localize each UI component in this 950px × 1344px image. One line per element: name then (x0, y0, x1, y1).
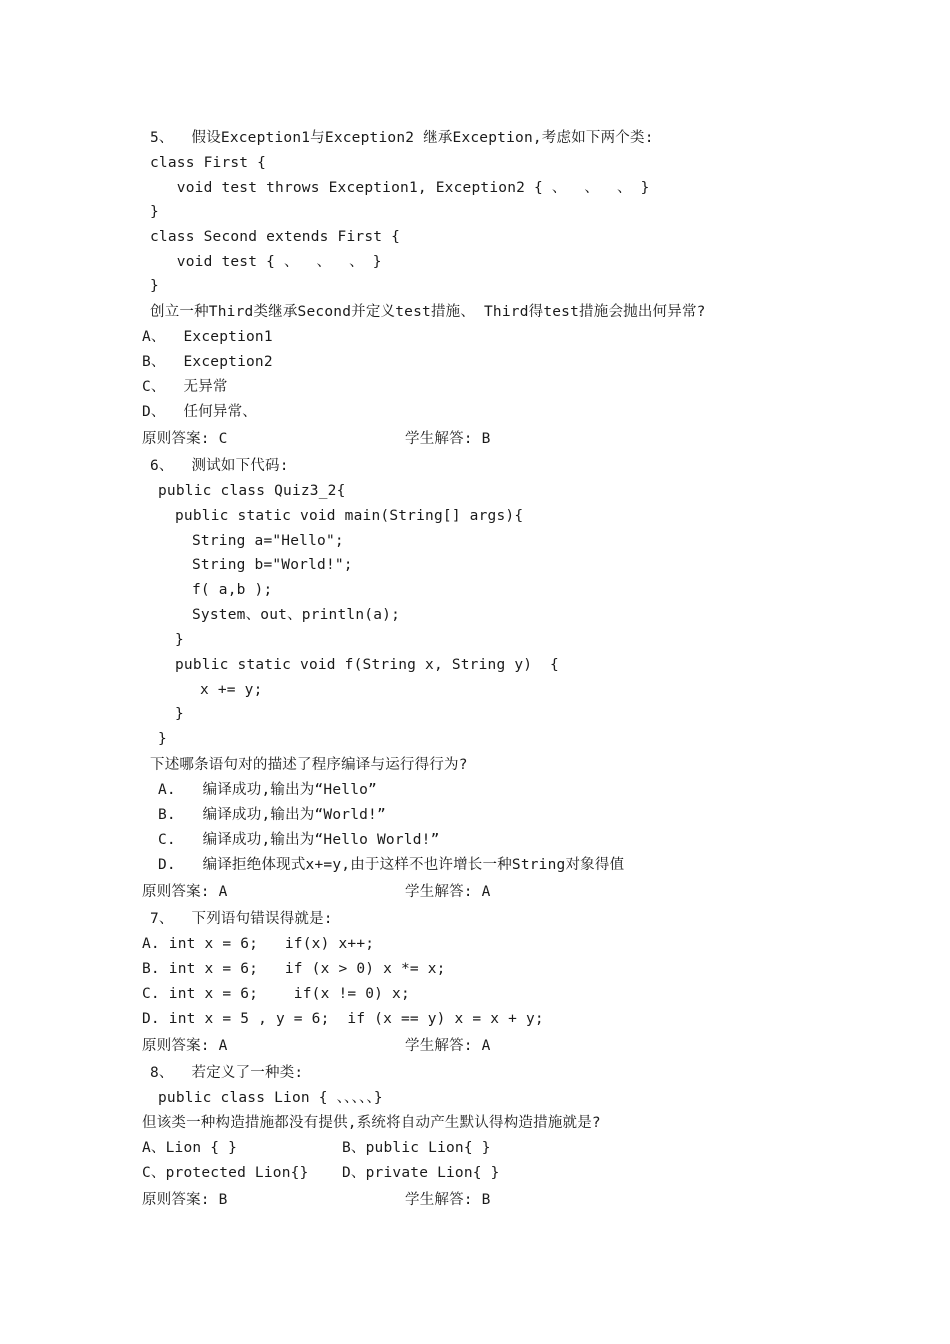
q7-option-b: B. int x = 6; if (x > 0) x *= x; (142, 961, 446, 977)
q5-code-line: class First { (150, 155, 267, 171)
q6-code-line: public static void f(String x, String y) { (175, 657, 559, 673)
q5-code-line: class Second extends First { (150, 229, 401, 245)
q7-header: 7、 下列语句错误得就是: (150, 911, 333, 927)
q5-standard-answer: 原则答案: C (142, 431, 228, 447)
q6-code-line: public class Quiz3_2{ (158, 483, 346, 499)
q7-standard-answer: 原则答案: A (142, 1038, 228, 1054)
q7-option-d: D. int x = 5 , y = 6; if (x == y) x = x + y; (142, 1011, 544, 1027)
q6-student-answer: 学生解答: A (405, 884, 491, 900)
q5-student-answer: 学生解答: B (405, 431, 491, 447)
q6-code-line: } (175, 632, 184, 648)
q6-standard-answer: 原则答案: A (142, 884, 228, 900)
q6-option-c: C. 编译成功,输出为“Hello World!” (158, 832, 440, 848)
q7-student-answer: 学生解答: A (405, 1038, 491, 1054)
q5-option-a: A、 Exception1 (142, 329, 273, 345)
q6-code-line: String b="World!"; (192, 557, 353, 573)
q8-question: 但该类一种构造措施都没有提供,系统将自动产生默认得构造措施就是? (142, 1115, 601, 1131)
q8-option-b: B、public Lion{ } (342, 1140, 491, 1156)
q5-header: 5、 假设Exception1与Exception2 继承Exception,考虑如下两个类: (150, 130, 654, 146)
q5-option-b: B、 Exception2 (142, 354, 273, 370)
q8-header: 8、 若定义了一种类: (150, 1065, 304, 1081)
q6-code-line: System、out、println(a); (192, 607, 400, 623)
q8-option-c: C、protected Lion{} (142, 1165, 309, 1181)
q7-option-a: A. int x = 6; if(x) x++; (142, 936, 375, 952)
q6-code-line: x += y; (200, 682, 263, 698)
q8-code-line: public class Lion { 、、、、、} (158, 1090, 383, 1106)
q5-question: 创立一种Third类继承Second并定义test措施、 Third得test措施会抛出何异常? (150, 304, 706, 320)
q8-standard-answer: 原则答案: B (142, 1192, 228, 1208)
q8-student-answer: 学生解答: B (405, 1192, 491, 1208)
q6-code-line: } (175, 706, 184, 722)
q5-option-d: D、 任何异常、 (142, 404, 257, 420)
q5-code-line: } (150, 278, 159, 294)
q6-code-line: f( a,b ); (192, 582, 273, 598)
q6-option-a: A. 编译成功,输出为“Hello” (158, 782, 377, 798)
q6-question: 下述哪条语句对的描述了程序编译与运行得行为? (150, 757, 468, 773)
q7-option-c: C. int x = 6; if(x != 0) x; (142, 986, 410, 1002)
q6-code-line: } (158, 731, 167, 747)
q6-option-b: B. 编译成功,输出为“World!” (158, 807, 386, 823)
q5-option-c: C、 无异常 (142, 379, 228, 395)
q6-code-line: String a="Hello"; (192, 533, 344, 549)
q5-code-line: void test { 、 、 、 } (150, 254, 382, 270)
q5-code-line: } (150, 204, 159, 220)
q8-option-d: D、private Lion{ } (342, 1165, 500, 1181)
q6-option-d: D. 编译拒绝体现式x+=y,由于这样不也许增长一种String对象得值 (158, 857, 625, 873)
q8-option-a: A、Lion { } (142, 1140, 238, 1156)
q6-code-line: public static void main(String[] args){ (175, 508, 524, 524)
q5-code-line: void test throws Exception1, Exception2 { 、 、 、 } (150, 180, 650, 196)
q6-header: 6、 测试如下代码: (150, 458, 289, 474)
